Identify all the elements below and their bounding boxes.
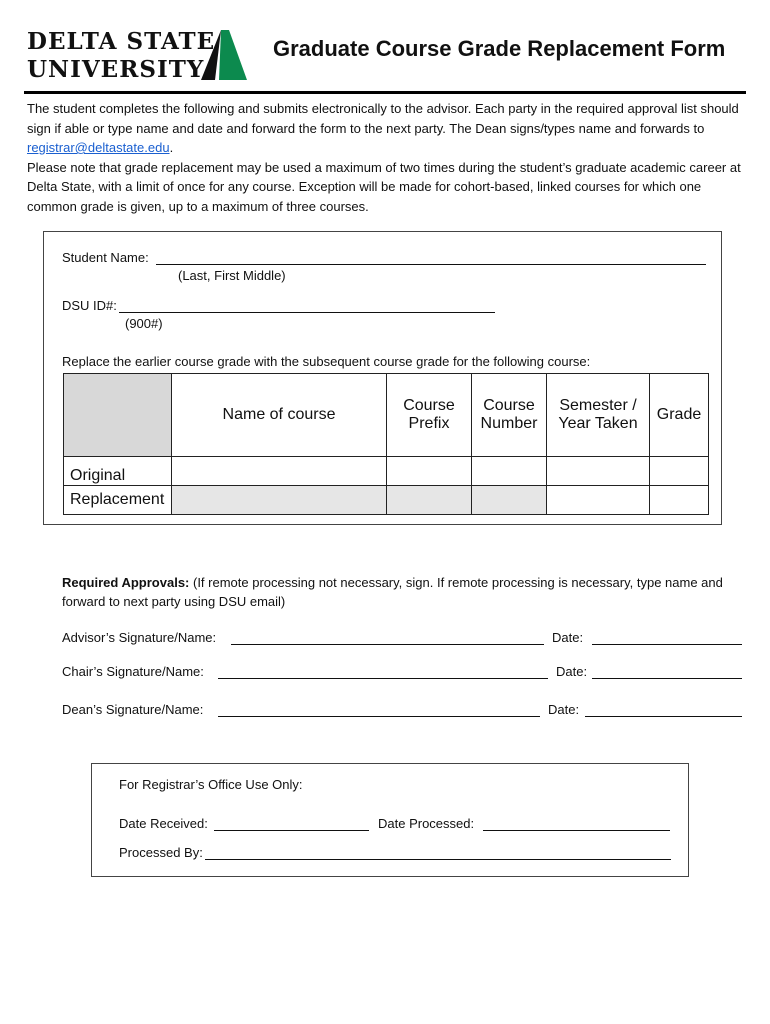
header-corner-cell	[64, 374, 172, 457]
original-course-name-cell[interactable]	[172, 457, 387, 486]
date-processed-field[interactable]	[483, 830, 670, 831]
dean-date-field[interactable]	[585, 716, 742, 717]
page-title: Graduate Course Grade Replacement Form	[273, 36, 726, 61]
advisor-date-field[interactable]	[592, 644, 742, 645]
date-processed-label: Date Processed:	[378, 816, 475, 831]
replacement-course-name-cell	[172, 486, 387, 515]
course-table	[63, 373, 709, 515]
approvals-text	[62, 573, 742, 611]
processed-by-field[interactable]	[205, 859, 671, 860]
dean-date-label: Date:	[548, 702, 580, 717]
intro-paragraph-2: Please note that grade replacement may be used a maximum of two times during the student’s graduate academic career at Delta State, with a limit of once for any course. Exception will be made for cohort-based, linked courses for which one common grade is given, up to a maximum of three courses.	[27, 159, 741, 214]
original-number-cell[interactable]	[472, 457, 547, 486]
original-semester-cell[interactable]	[547, 457, 650, 486]
replacement-grade-cell[interactable]	[650, 486, 709, 515]
intro-text	[27, 99, 747, 216]
chair-date-field[interactable]	[592, 678, 742, 679]
approvals-heading: Required Approvals:	[62, 575, 190, 590]
dsu-id-label: DSU ID#:	[62, 298, 117, 313]
registrar-email-link[interactable]: registrar@deltastate.edu	[27, 140, 170, 155]
processed-by-label: Processed By:	[119, 845, 203, 860]
row-label-original: Original	[64, 457, 172, 486]
date-received-label: Date Received:	[119, 816, 208, 831]
chair-date-label: Date:	[556, 664, 588, 679]
advisor-date-label: Date:	[552, 630, 584, 645]
logo-line-1: DELTA STATE	[27, 28, 216, 55]
header-grade: Grade	[650, 374, 709, 457]
dean-signature-label: Dean’s Signature/Name:	[62, 702, 204, 717]
header-semester: Semester / Year Taken	[547, 374, 650, 457]
dsu-id-field[interactable]	[119, 312, 495, 313]
table-row-original	[64, 457, 709, 486]
logo-line-2: UNIVERSITY	[27, 56, 205, 83]
header-course-prefix: Course Prefix	[387, 374, 472, 457]
chair-signature-label: Chair’s Signature/Name:	[62, 664, 204, 679]
original-grade-cell[interactable]	[650, 457, 709, 486]
replacement-prefix-cell	[387, 486, 472, 515]
delta-logo-icon	[199, 28, 249, 82]
header-course-name: Name of course	[172, 374, 387, 457]
intro-paragraph-1: The student completes the following and submits electronically to the advisor. Each party in the required approval list should sign if able or type name and date and forward the form to the next party. The Dean signs/types name and forwards to registrar@deltastate.edu.	[27, 101, 739, 155]
replace-instruction: Replace the earlier course grade with the subsequent course grade for the following course:	[62, 354, 591, 369]
student-name-hint: (Last, First Middle)	[178, 268, 286, 283]
table-header-row	[64, 374, 709, 457]
replacement-number-cell	[472, 486, 547, 515]
original-prefix-cell[interactable]	[387, 457, 472, 486]
advisor-signature-label: Advisor’s Signature/Name:	[62, 630, 217, 645]
student-name-field[interactable]	[156, 264, 706, 265]
student-name-label: Student Name:	[62, 250, 149, 265]
table-row-replacement	[64, 486, 709, 515]
replacement-semester-cell[interactable]	[547, 486, 650, 515]
advisor-signature-field[interactable]	[231, 644, 544, 645]
header-course-number: Course Number	[472, 374, 547, 457]
dean-signature-field[interactable]	[218, 716, 540, 717]
header-rule	[24, 91, 746, 94]
approvals-note: (If remote processing not necessary, sign. If remote processing is necessary, type name and forward to next party using DSU email)	[62, 575, 723, 609]
date-received-field[interactable]	[214, 830, 369, 831]
registrar-heading: For Registrar’s Office Use Only:	[119, 777, 303, 792]
row-label-replacement: Replacement	[64, 486, 172, 515]
chair-signature-field[interactable]	[218, 678, 548, 679]
dsu-id-hint: (900#)	[125, 316, 163, 331]
